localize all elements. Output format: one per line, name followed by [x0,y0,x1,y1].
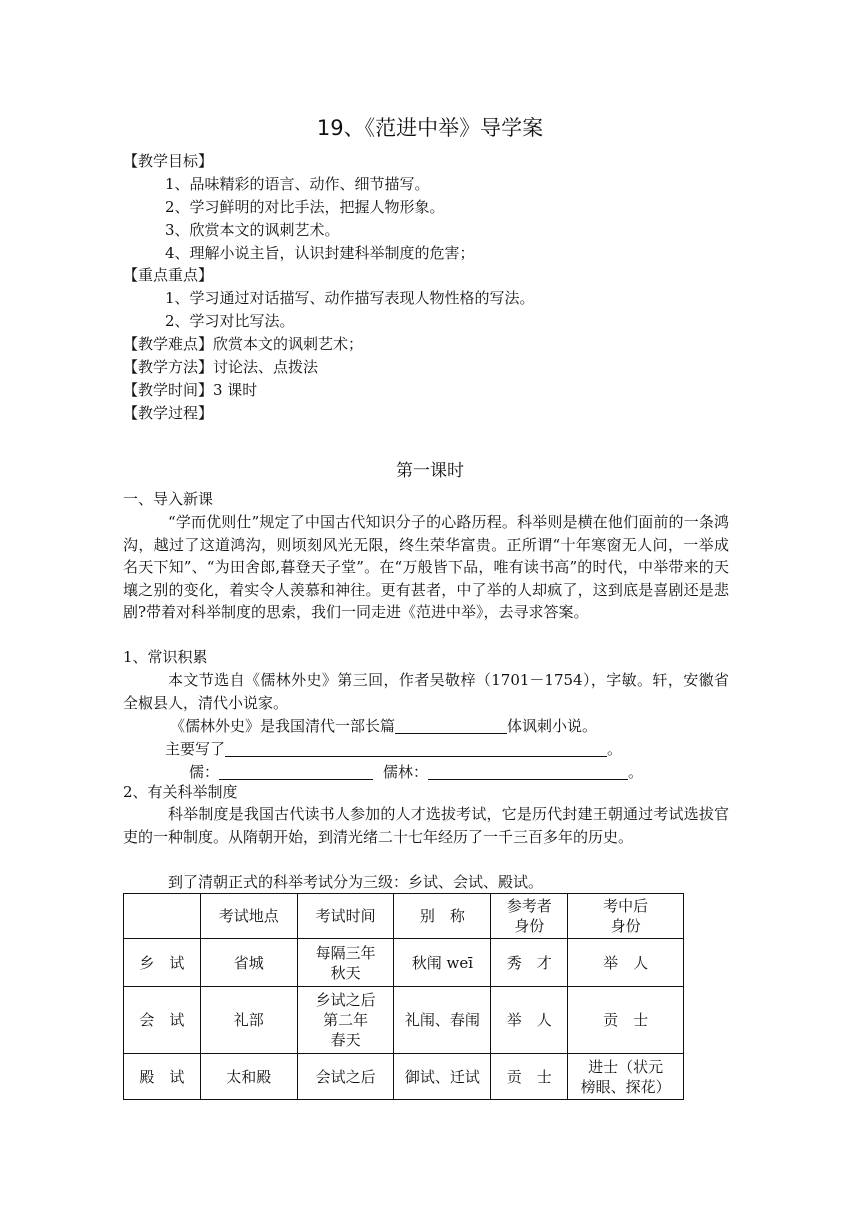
time-line: 【教学时间】3 课时 [123,381,258,399]
exam-system-paragraph: 科举制度是我国古代读书人参加的人才选拔考试，它是历代封建王朝通过考试选拔官吏的一种制度。从隋朝开始，到清光绪二十七年经历了一千三百多年的历史。 [123,805,729,846]
table-cell: 会试之后 [297,1054,394,1100]
background-paragraph: 本文节选自《儒林外史》第三回，作者吴敬梓（1701－1754），字敏。轩，安徽省全椒县人，清代小说家。 [123,671,729,712]
table-cell: 乡 试 [124,939,201,987]
fill-in-label: 儒： [189,763,220,781]
table-header-cell: 考中后 身份 [568,894,684,939]
objective-item: 4、理解小说主旨，认识封建科举制度的危害； [165,244,475,262]
fill-in-suffix: 。 [607,740,623,758]
fill-in-suffix: 。 [628,763,644,781]
table-row [124,939,684,987]
section-heading: 1、常识积累 [123,648,208,666]
objective-item: 3、欣赏本文的讽刺艺术。 [165,221,340,239]
table-header-cell: 参考者 身份 [491,894,568,939]
intro-paragraph: “学而优则仕”规定了中国古代知识分子的心路历程。科举则是横在他们面前的一条鸿沟，越过了这道鸿沟，则顷刻风光无限，终生荣华富贵。正所谓“十年寒窗无人问，一举成名天下知”、“为田舍郎,暮登天子堂”。在“万般皆下品，唯有读书高”的时代，中举带来的天壤之别的变化，着实令人羡慕和神往。更有甚者，中了举的人却疯了，这到底是喜剧还是悲剧?带着对科举制度的思索，我们一同走进《范进中举》，去寻求答案。 [123,513,729,621]
fill-in-line [170,715,597,737]
table-header-cell [124,894,201,939]
fill-in-prefix: 《儒林外史》是我国清代一部长篇 [170,717,396,735]
key-point-item: 1、学习通过对话描写、动作描写表现人物性格的写法。 [165,289,535,307]
table-header-cell: 别 称 [394,894,491,939]
table-row [124,1054,684,1100]
objective-item: 2、学习鲜明的对比手法，把握人物形象。 [165,198,445,216]
fill-in-line [165,738,622,760]
table-header-row [124,894,684,939]
table-cell: 御试、迁试 [394,1054,491,1100]
key-point-item: 2、学习对比写法。 [165,312,295,330]
table-cell: 秀 才 [491,939,568,987]
table-cell: 举 人 [568,939,684,987]
section-heading: 2、有关科举制度 [123,783,238,801]
lesson-title: 第一课时 [396,461,464,481]
table-header-cell: 考试地点 [200,894,297,939]
fill-in-prefix: 主要写了 [165,740,226,758]
key-points-heading: 【重点重点】 [123,266,214,284]
table-cell: 省城 [200,939,297,987]
difficulty-line: 【教学难点】欣赏本文的讽刺艺术； [123,335,364,353]
objective-item: 1、品味精彩的语言、动作、细节描写。 [165,175,430,193]
table-intro: 到了清朝正式的科举考试分为三级：乡试、会试、殿试。 [168,873,544,891]
table-cell: 举 人 [491,987,568,1054]
table-cell: 礼闱、春闱 [394,987,491,1054]
fill-in-label: 儒林： [383,763,429,781]
section-heading: 一、导入新课 [123,490,214,508]
table-cell: 殿 试 [124,1054,201,1100]
answer-blank[interactable] [219,763,373,780]
table-row [124,987,684,1054]
table-cell: 乡试之后 第二年 春天 [297,987,394,1054]
methods-line: 【教学方法】讨论法、点拨法 [123,358,319,376]
fill-in-suffix: 体讽刺小说。 [507,717,598,735]
objectives-heading: 【教学目标】 [123,152,214,170]
table-cell: 每隔三年 秋天 [297,939,394,987]
table-cell: 进士（状元 榜眼、探花） [568,1054,684,1100]
table-cell: 贡 士 [491,1054,568,1100]
table-cell: 会 试 [124,987,201,1054]
table-header-cell: 考试时间 [297,894,394,939]
answer-blank[interactable] [395,717,507,734]
fill-in-line [165,761,643,783]
table-cell: 贡 士 [568,987,684,1054]
answer-blank[interactable] [428,763,628,780]
answer-blank[interactable] [225,740,607,757]
exam-table [123,893,684,1100]
table-cell: 礼部 [200,987,297,1054]
table-cell: 秋闱 weī [394,939,491,987]
document-title: 19、《范进中举》导学案 [316,116,544,140]
table-cell: 太和殿 [200,1054,297,1100]
process-line: 【教学过程】 [123,404,214,422]
